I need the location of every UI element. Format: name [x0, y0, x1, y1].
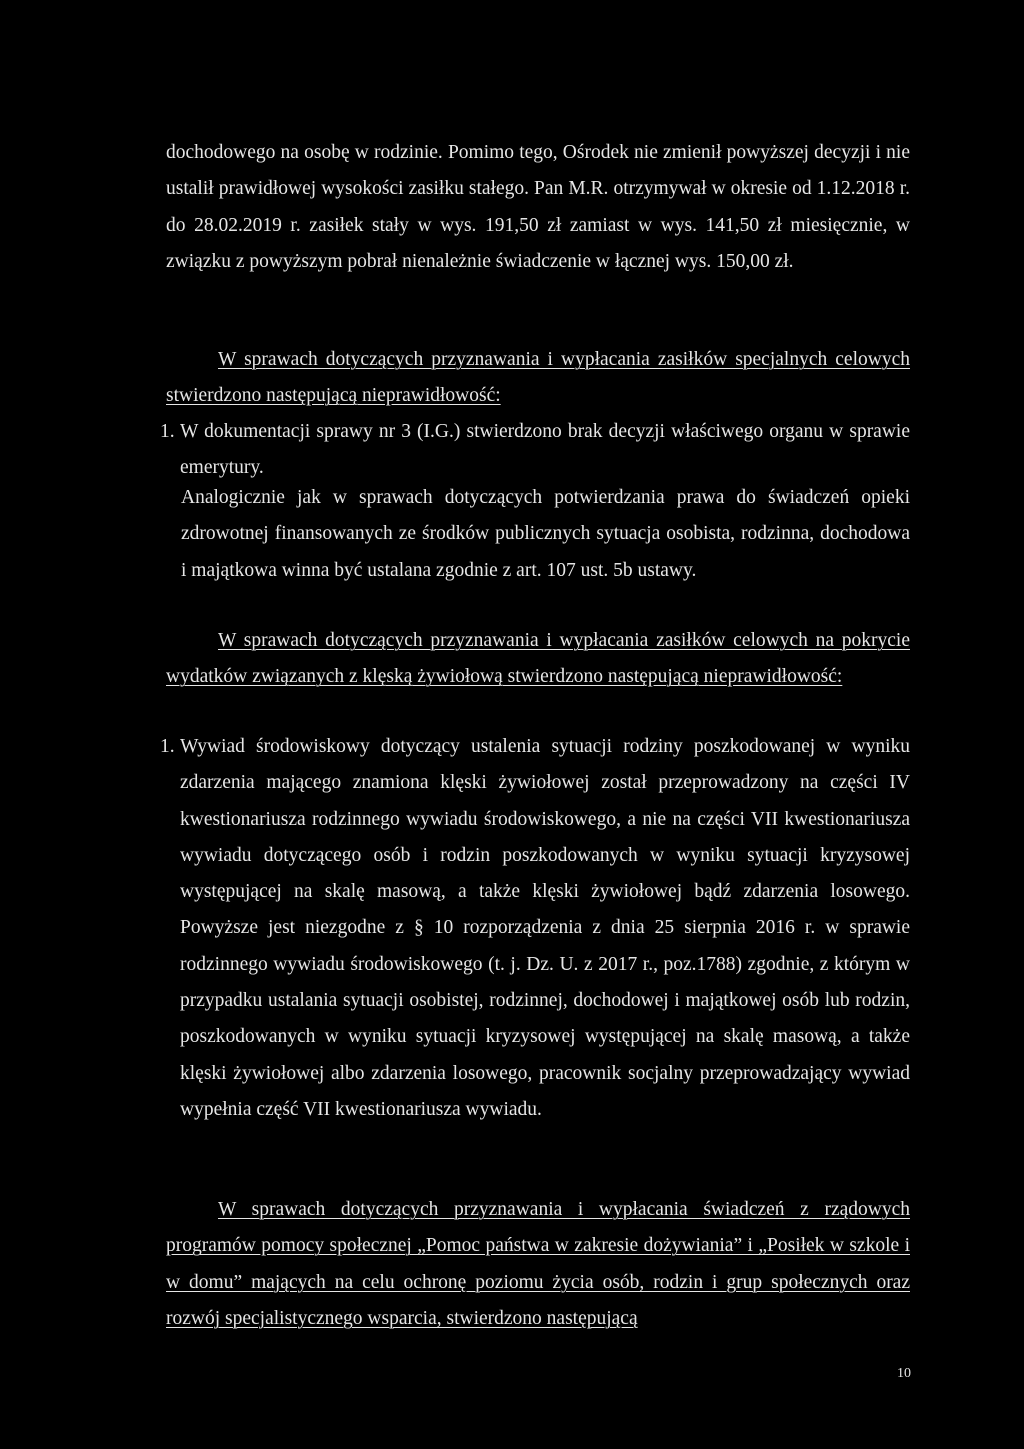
list-item-number: 1.: [160, 421, 175, 442]
list-item-text: Wywiad środowiskowy dotyczący ustalenia sytuacji rodziny poszkodowanej w wyniku zdarzenia mającego znamiona klęski żywiołowej został przeprowadzony na części IV kwestionariusza rodzinnego wywiadu środowiskowego, a nie na części VII kwestionariusza wywiadu dotyczącego osób i rodzin poszkodowanych w wyniku sytuacji kryzysowej występującej na skalę masową, a także klęski żywiołowej bądź zdarzenia losowego. Powyższe jest niezgodne z § 10 rozporządzenia z dnia 25 sierpnia 2016 r. w sprawie rodzinnego wywiadu środowiskowego (t. j. Dz. U. z 2017 r., poz.1788) zgodnie, z którym w przypadku ustalania sytuacji osobistej, rodzinnej, dochodowej i majątkowej osób lub rodzin, poszkodowanych w wyniku sytuacji kryzysowej występującej na skalę masową, a także klęski żywiołowej albo zdarzenia losowego, pracownik socjalny przeprowadzający wywiad wypełnia część VII kwestionariusza wywiadu.: [180, 736, 910, 1120]
page-number: 10: [897, 1366, 911, 1381]
section-heading-special-allowances: W sprawach dotyczących przyznawania i wypłacania zasiłków specjalnych celowych stwierdzono następującą nieprawidłowość:: [166, 349, 910, 407]
list-item-text: W dokumentacji sprawy nr 3 (I.G.) stwierdzono brak decyzji właściwego organu w sprawie emerytury.: [180, 421, 910, 479]
section-heading-government-programs: W sprawach dotyczących przyznawania i wypłacania świadczeń z rządowych programów pomocy społecznej „Pomoc państwa w zakresie dożywiania” i „Posiłek w szkole i w domu” mających na celu ochronę poziomu życia osób, rodzin i grup społecznych oraz rozwój specjalistycznego wsparcia, stwierdzono następującą: [166, 1199, 910, 1329]
list-item: [160, 729, 910, 1128]
list-item: [160, 414, 910, 487]
paragraph-continuation: dochodowego na osobę w rodzinie. Pomimo tego, Ośrodek nie zmienił powyższej decyzji i nie ustalił prawidłowej wysokości zasiłku stałego. Pan M.R. otrzymywał w okresie od 1.12.2018 r. do 28.02.2019 r. zasiłek stały w wys. 191,50 zł zamiast w wys. 141,50 zł miesięcznie, w związku z powyższym pobrał nienależnie świadczenie w łącznej wys. 150,00 zł.: [166, 142, 910, 272]
section-heading-disaster-allowances: W sprawach dotyczących przyznawania i wypłacania zasiłków celowych na pokrycie wydatków związanych z klęską żywiołową stwierdzono następującą nieprawidłowość:: [166, 630, 910, 688]
paragraph-analogous-note: Analogicznie jak w sprawach dotyczących potwierdzania prawa do świadczeń opieki zdrowotnej finansowanych ze środków publicznych sytuacja osobista, rodzinna, dochodowa i majątkowa winna być ustalana zgodnie z art. 107 ust. 5b ustawy.: [181, 487, 910, 581]
list-item-number: 1.: [160, 736, 175, 757]
